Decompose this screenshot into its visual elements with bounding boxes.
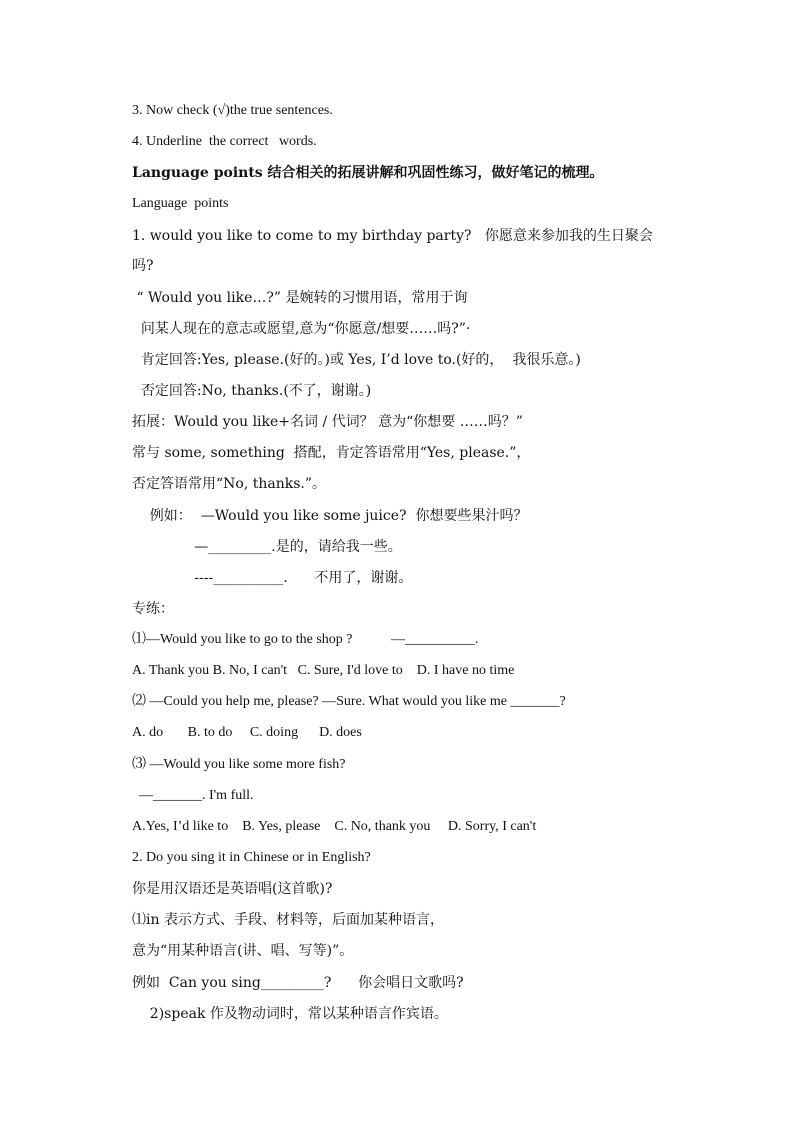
instruction-underline: 4. Underline the correct words. bbox=[132, 134, 317, 149]
point-2-meaning: 意为“用某种语言(讲、唱、写等)”。 bbox=[132, 943, 354, 959]
section-heading: Language points 结合相关的拓展讲解和巩固性练习，做好笔记的梳理。 bbox=[132, 165, 604, 181]
practice-q2-options: A. do B. to do C. doing D. does bbox=[132, 725, 362, 740]
point-1-title-cont: 吗? bbox=[132, 258, 154, 274]
point-1-title: 1. would you like to come to my birthday party? 你愿意来参加我的生日聚会 bbox=[132, 228, 653, 244]
practice-q1: ⑴—Would you like to go to the shop ? —__________. bbox=[132, 632, 479, 647]
point-2-explain: ⑴in 表示方式、手段、材料等，后面加某种语言， bbox=[132, 912, 444, 928]
extension-note: 拓展：Would you like+名词 / 代词？ 意为“你想要 ……吗？” bbox=[132, 414, 523, 430]
point-2-example: 例如 Can you sing_________? 你会唱日文歌吗? bbox=[132, 975, 464, 991]
point-1-explain: “ Would you like…?” 是婉转的习惯用语，常用于询 bbox=[132, 290, 468, 306]
usage-note-negative: 否定答语常用“No, thanks.”。 bbox=[132, 476, 327, 492]
practice-q3-options: A.Yes, I’d like to B. Yes, please C. No, thank you D. Sorry, I can't bbox=[132, 819, 537, 834]
example-answer-no: ----__________. 不用了，谢谢。 bbox=[132, 570, 413, 586]
practice-heading: 专练： bbox=[132, 601, 174, 617]
practice-q1-options: A. Thank you B. No, I can't C. Sure, I'd love to D. I have no time bbox=[132, 663, 515, 678]
point-2-translation: 你是用汉语还是英语唱(这首歌)? bbox=[132, 881, 333, 897]
point-2-title: 2. Do you sing it in Chinese or in English? bbox=[132, 850, 371, 865]
practice-q2: ⑵ —Could you help me, please? —Sure. What would you like me _______? bbox=[132, 694, 566, 709]
example-question: 例如： —Would you like some juice? 你想要些果汁吗？ bbox=[132, 508, 528, 524]
practice-q3: ⑶ —Would you like some more fish? bbox=[132, 757, 346, 772]
section-subheading: Language points bbox=[132, 196, 229, 211]
instruction-check: 3. Now check (√)the true sentences. bbox=[132, 103, 333, 118]
practice-q3-reply: —_______. I'm full. bbox=[132, 788, 254, 803]
example-answer-yes: —_________.是的，请给我一些。 bbox=[132, 539, 402, 555]
point-2-speak-note: 2)speak 作及物动词时，常以某种语言作宾语。 bbox=[132, 1006, 448, 1022]
negative-answer: 否定回答:No, thanks.(不了，谢谢。) bbox=[132, 383, 372, 399]
point-1-explain-cont: 问某人现在的意志或愿望,意为“你愿意/想要……吗?”· bbox=[132, 321, 471, 337]
usage-note: 常与 some, something 搭配，肯定答语常用“Yes, please.”， bbox=[132, 445, 531, 461]
affirmative-answer: 肯定回答:Yes, please.(好的。)或 Yes, I’d love to.(好的， 我很乐意。) bbox=[132, 352, 581, 368]
